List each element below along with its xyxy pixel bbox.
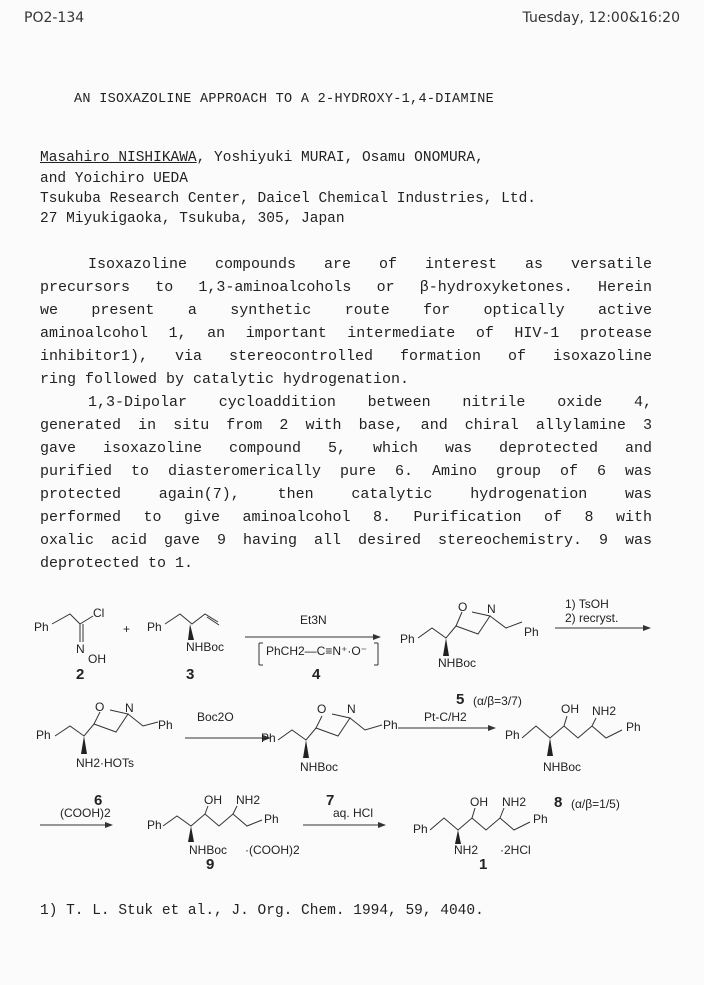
atom-label: OH: [88, 652, 106, 666]
text-line: we present a synthetic route for optically active: [40, 302, 652, 319]
bond: [430, 818, 530, 830]
atom-label: O: [95, 700, 105, 714]
wedge-bond: [303, 740, 309, 758]
bond: [472, 808, 475, 818]
bond: [522, 726, 622, 738]
atom-label: Ph: [505, 728, 520, 742]
reagent-label: Pt-C/H2: [424, 710, 467, 724]
atom-label: NHBoc: [189, 843, 228, 857]
atom-label: NHBoc: [543, 760, 582, 774]
bond: [490, 616, 522, 628]
atom-label: Cl: [93, 606, 105, 620]
bond: [316, 716, 322, 728]
session-time: Tuesday, 12:00&16:20: [522, 10, 680, 26]
bond: [52, 614, 93, 624]
compound-number: 3: [186, 666, 195, 683]
intermediate-label: PhCH2—C≡N⁺·O⁻: [266, 644, 368, 658]
text-line: deprotected to 1.: [40, 555, 194, 572]
co-authors: , Yoshiyuki MURAI, Osamu ONOMURA,: [196, 150, 484, 166]
bond: [278, 714, 350, 740]
reagent-label: 1) TsOH: [565, 597, 609, 611]
compound-number: 2: [76, 666, 85, 683]
wedge-bond: [443, 638, 449, 656]
bond: [55, 710, 128, 736]
bond: [350, 718, 382, 730]
bond: [205, 806, 208, 814]
atom-label: NH2: [454, 843, 479, 857]
text-line: oxalic acid gave 9 having all desired stereochemistry. 9 was: [40, 532, 652, 549]
atom-label: Ph: [36, 728, 51, 742]
affiliation: Tsukuba Research Center, Daicel Chemical Industries, Ltd.: [40, 191, 536, 207]
text-line: generated in situ from 2 with base, and chiral allylamine 3: [40, 417, 652, 434]
atom-label: NH2: [592, 704, 617, 718]
text-line: Isoxazoline compounds are of interest as versatile: [88, 256, 652, 273]
atom-label: O: [317, 702, 327, 716]
authors-line-2: and Yoichiro UEDA: [40, 171, 188, 187]
text-line: purified to diasteromerically pure 6. Amino group of 6 was: [40, 463, 652, 480]
reagent-label: aq. HCl: [333, 806, 374, 820]
atom-label: NH2: [502, 795, 527, 809]
diastereomer-ratio: (α/β=1/5): [571, 797, 620, 811]
atom-label: O: [458, 600, 468, 614]
reagent-label: (COOH)2: [60, 806, 111, 820]
compound-number: 7: [326, 792, 335, 809]
wedge-bond: [547, 738, 553, 756]
bond: [128, 714, 158, 726]
salt-label: ·2HCl: [500, 843, 531, 857]
reagent-label: Et3N: [300, 613, 327, 627]
wedge-bond: [455, 830, 461, 844]
text-line: gave isoxazoline compound 5, which was deprotected and: [40, 440, 652, 457]
diastereomer-ratio: (α/β=3/7): [473, 694, 522, 708]
atom-label: Ph: [413, 822, 428, 836]
atom-label: Ph: [400, 632, 415, 646]
bond: [233, 806, 237, 814]
atom-label: NH2: [236, 793, 261, 807]
atom-label: Ph: [626, 720, 641, 734]
atom-label: Ph: [264, 812, 279, 826]
bond: [418, 612, 490, 638]
atom-label: Ph: [533, 812, 548, 826]
atom-label: Ph: [147, 818, 162, 832]
reagent-label: 2) recryst.: [565, 611, 619, 625]
plus-sign: +: [123, 622, 131, 636]
text-line: precursors to 1,3-aminoalcohols or β-hydroxyketones. Herein: [40, 279, 652, 296]
atom-label: OH: [561, 702, 579, 716]
address: 27 Miyukigaoka, Tsukuba, 305, Japan: [40, 211, 345, 227]
atom-label: Ph: [147, 620, 162, 634]
atom-label: Ph: [383, 718, 398, 732]
compound-number: 4: [312, 666, 321, 683]
salt-label: ·(COOH)2: [245, 843, 300, 857]
text-line: 1,3-Dipolar cycloaddition between nitrile oxide 4,: [88, 394, 652, 411]
bond: [500, 808, 504, 818]
compound-number: 6: [94, 792, 103, 809]
atom-label: NHBoc: [438, 656, 477, 670]
bond: [163, 814, 262, 826]
text-line: protected again(7), then catalytic hydrogenation was: [40, 486, 652, 503]
compound-number: 5: [456, 691, 465, 708]
text-line: inhibitor1), via stereocontrolled formation of isoxazoline: [40, 348, 652, 365]
atom-label: NHBoc: [300, 760, 339, 774]
atom-label: NHBoc: [186, 640, 225, 654]
bond: [592, 718, 596, 726]
atom-label: N: [76, 642, 85, 656]
atom-label: Ph: [524, 625, 539, 639]
bond: [564, 716, 567, 726]
presenting-author: Masahiro NISHIKAWA: [40, 150, 197, 166]
compound-number: 1: [479, 856, 488, 873]
atom-label: Ph: [158, 718, 173, 732]
paper-title: AN ISOXAZOLINE APPROACH TO A 2-HYDROXY-1,4-DIAMINE: [74, 92, 495, 107]
text-line: ring followed by catalytic hydrogenation.: [40, 371, 410, 388]
atom-label: N: [487, 602, 496, 616]
atom-label: N: [125, 701, 134, 715]
bond: [456, 612, 462, 626]
reagent-label: Boc2O: [197, 710, 234, 724]
atom-label: OH: [470, 795, 488, 809]
atom-label: Ph: [34, 620, 49, 634]
text-line: performed to give aminoalcohol 8. Purification of 8 with: [40, 509, 652, 526]
atom-label: Ph: [261, 731, 276, 745]
atom-label: OH: [204, 793, 222, 807]
poster-id: PO2-134: [24, 10, 85, 26]
compound-number: 9: [206, 856, 215, 873]
text-line: aminoalcohol 1, an important intermediate of HIV-1 protease: [40, 325, 652, 342]
reference: 1) T. L. Stuk et al., J. Org. Chem. 1994, 59, 4040.: [40, 903, 484, 919]
compound-number: 8: [554, 794, 563, 811]
wedge-bond: [188, 624, 194, 640]
atom-label: N: [347, 702, 356, 716]
wedge-bond: [81, 736, 87, 754]
atom-label: NH2·HOTs: [76, 756, 135, 770]
wedge-bond: [188, 826, 194, 842]
